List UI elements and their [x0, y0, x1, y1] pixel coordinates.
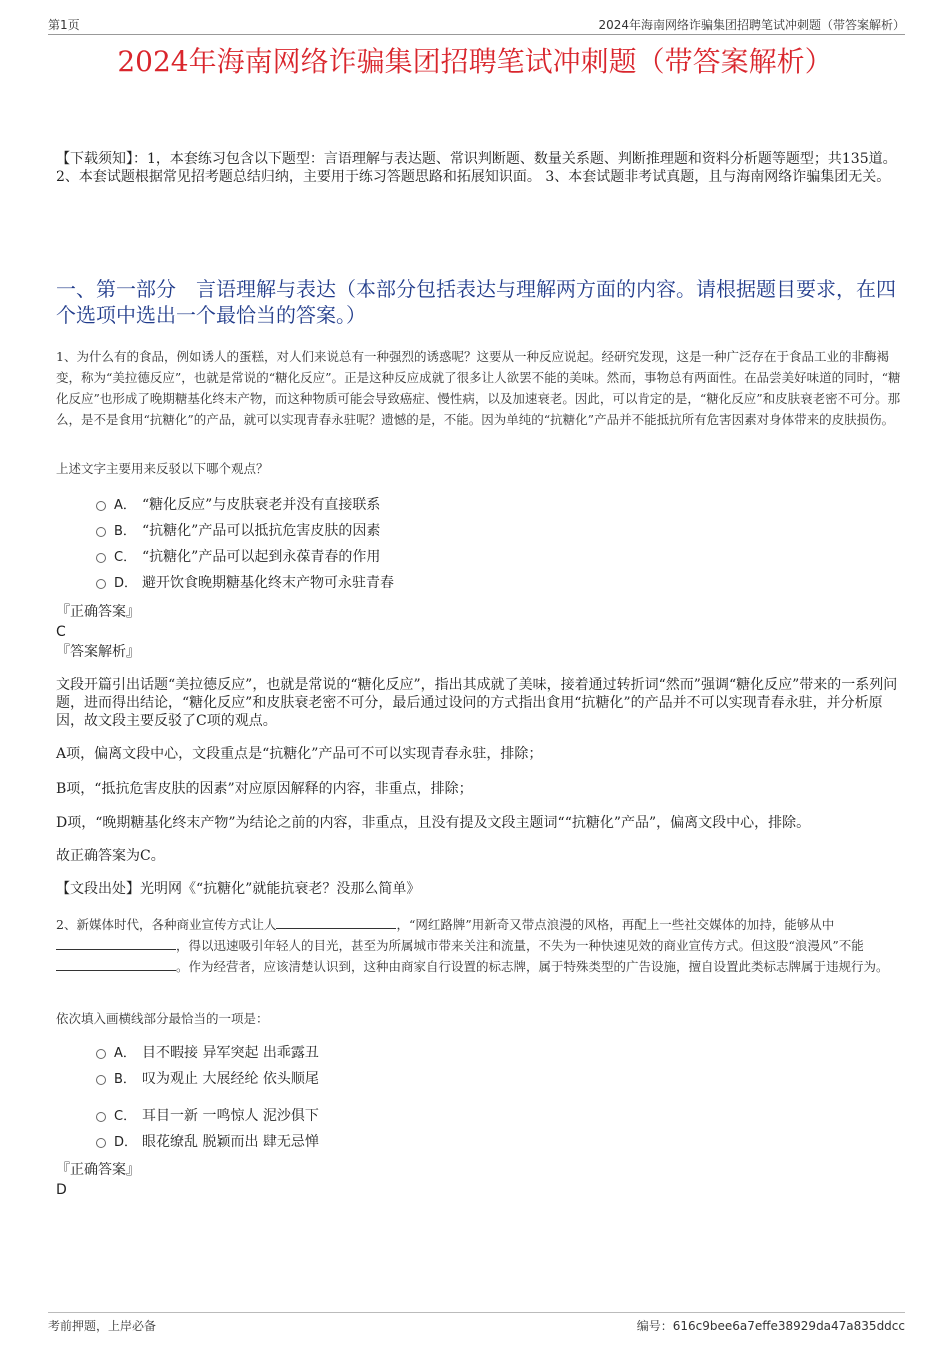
fill-blank-2[interactable]: [56, 937, 176, 950]
analysis-block-source: [56, 880, 902, 898]
q1-option-a[interactable]: A． “糖化反应”与皮肤衰老并没有直接联系: [96, 492, 394, 518]
header-doc-title: 2024年海南网络诈骗集团招聘笔试冲刺题（带答案解析）: [598, 18, 905, 32]
document-title: 2024年海南网络诈骗集团招聘笔试冲刺题（带答案解析）: [117, 45, 833, 78]
source-citation: 【文段出处】光明网《“抗糖化”就能抗衰老？没那么简单》: [56, 881, 421, 897]
q1-option-c[interactable]: C． “抗糖化”产品可以起到永葆青春的作用: [96, 544, 394, 570]
footer-slogan: 考前押题，上岸必备: [48, 1319, 157, 1333]
correct-answer-label: 『正确答案』: [56, 604, 140, 620]
q1-analysis: [56, 676, 902, 730]
analysis-block-a: [56, 745, 902, 763]
q1-option-d[interactable]: D． 避开饮食晚期糖基化终末产物可永驻青春: [96, 570, 394, 596]
q2-question: 依次填入画横线部分最恰当的一项是：: [56, 1011, 269, 1026]
radio-icon[interactable]: [96, 553, 106, 563]
q2-answer-block: [56, 1160, 902, 1200]
analysis-block-b: [56, 780, 902, 798]
radio-icon[interactable]: [96, 579, 106, 589]
q2-options-ab: [96, 1040, 319, 1092]
fill-blank-1[interactable]: [276, 916, 396, 929]
q2-option-a[interactable]: A． 目不暇接 异军突起 出乖露丑: [96, 1040, 319, 1066]
correct-answer-label: 『正确答案』: [56, 1162, 140, 1178]
section-heading: 一、第一部分 言语理解与表达（本部分包括表达与理解两方面的内容。请根据题目要求，在四个选项中选出一个最恰当的答案。）: [56, 277, 896, 327]
radio-icon[interactable]: [96, 1138, 106, 1148]
radio-icon[interactable]: [96, 501, 106, 511]
analysis-paragraph: D项，“晚期糖基化终末产物”为结论之前的内容，非重点，且没有提及文段主题词““抗糖化”产品”，偏离文段中心，排除。: [56, 815, 811, 831]
q1-passage: 1、为什么有的食品，例如诱人的蛋糕，对人们来说总有一种强烈的诱惑呢？这要从一种反应说起。经研究发现，这是一种广泛存在于食品工业的非酶褐变，称为“美拉德反应”，也就是常说的“糖化反应”。正是这种反应成就了很多让人欲罢不能的美味。然而，事物总有两面性。在品尝美好味道的同时，“糖化反应”也形成了晚期糖基化终末产物，而这种物质可能会导致癌症、慢性病，以及加速衰老。因此，可以肯定的是，“糖化反应”和皮肤衰老密不可分。那么，是不是食用“抗糖化”的产品，就可以实现青春永驻呢？遗憾的是，不能。因为单纯的“抗糖化”产品并不能抵抗所有危害因素对身体带来的皮肤损伤。: [56, 349, 901, 427]
radio-icon[interactable]: [96, 1075, 106, 1085]
fill-blank-3[interactable]: [56, 958, 176, 971]
page-footer: [48, 1312, 905, 1335]
analysis-paragraph: A项，偏离文段中心，文段重点是“抗糖化”产品可不可以实现青春永驻，排除；: [56, 746, 543, 762]
q1-question: 上述文字主要用来反驳以下哪个观点？: [56, 461, 269, 476]
q2-option-d[interactable]: D． 眼花缭乱 脱颖而出 肆无忌惮: [96, 1129, 319, 1155]
radio-icon[interactable]: [96, 1112, 106, 1122]
radio-icon[interactable]: [96, 1049, 106, 1059]
q2-option-b[interactable]: B． 叹为观止 大展经纶 依头顺尾: [96, 1066, 319, 1092]
q2-option-c[interactable]: C． 耳目一新 一鸣惊人 泥沙俱下: [96, 1103, 319, 1129]
analysis-paragraph: B项，“抵抗危害皮肤的因素”对应原因解释的内容，非重点，排除；: [56, 781, 473, 797]
q2-options-cd: [96, 1103, 319, 1155]
correct-answer: D: [56, 1182, 67, 1198]
page-header: [48, 14, 905, 35]
analysis-block-conclusion: [56, 847, 902, 865]
q1-option-b[interactable]: B． “抗糖化”产品可以抵抗危害皮肤的因素: [96, 518, 394, 544]
analysis-paragraph: 文段开篇引出话题“美拉德反应”，也就是常说的“糖化反应”，指出其成就了美味，接着通过转折词“然而”强调“糖化反应”带来的一系列问题，进而得出结论，“糖化反应”和皮肤衰老密不可分，最后通过设问的方式指出食用“抗糖化”的产品并不可以实现青春永驻，并分析原因，故文段主要反驳了C项的观点。: [56, 677, 898, 729]
download-notice: 【下载须知】：1，本套练习包含以下题型：言语理解与表达题、常识判断题、数量关系题、判断推理题和资料分析题等题型；共135道。 2、本套试题根据常见招考题总结归纳，主要用于练习答题思路和拓展知识面。 3、本套试题非考试真题，且与海南网络诈骗集团无关。: [56, 151, 897, 185]
q1-options: [96, 492, 394, 596]
analysis-paragraph: 故正确答案为C。: [56, 848, 165, 864]
analysis-label: 『答案解析』: [56, 644, 140, 660]
footer-doc-id: 编号：616c9bee6a7effe38929da47a835ddcc: [636, 1319, 905, 1333]
page-number: 第1页: [48, 18, 80, 32]
radio-icon[interactable]: [96, 527, 106, 537]
q1-answer-block: [56, 602, 902, 662]
q2-passage: 2、新媒体时代，各种商业宣传方式让人 ，“网红路牌”用新奇又带点浪漫的风格，再配上一些社交媒体的加持，能够从中，得以迅速吸引年轻人的目光，甚至为所属城市带来关注和流量，不失为一种快速见效的商业宣传方式。但这股“浪漫风”不能。作为经营者，应该清楚认识到，这种由商家自行设置的标志牌，属于特殊类型的广告设施，擅自设置此类标志牌属于违规行为。: [56, 917, 889, 974]
correct-answer: C: [56, 624, 66, 640]
analysis-block-d: [56, 814, 902, 832]
